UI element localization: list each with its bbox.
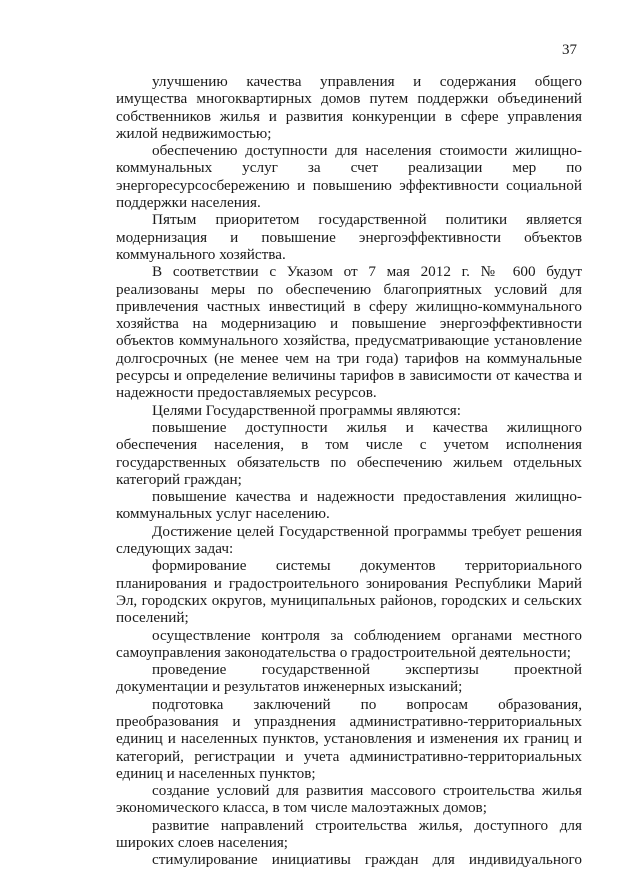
- paragraph: Достижение целей Государственной программы требует решения следующих задач:: [116, 522, 582, 558]
- paragraph: формирование системы документов территориального планирования и градостроительного зонирования Республики Марий Эл, городских округов, муниципальных районов, городских и сельских поселений;: [116, 557, 582, 627]
- paragraph: стимулирование инициативы граждан для индивидуального: [152, 851, 582, 869]
- paragraph: повышение качества и надежности предоставления жилищно-коммунальных услуг населению.: [116, 488, 582, 523]
- page-number: 37: [562, 42, 577, 58]
- paragraph: В соответствии с Указом от 7 мая 2012 г. № 600 будут реализованы меры по обеспечению благоприятных условий для привлечения частных инвестиций в сферу жилищно-коммунального хозяйства на модернизацию и повышение энергоэффективности объектов коммунального хозяйства, предусматривающие установление долгосрочных (не менее чем на три года) тарифов на коммунальные ресурсы и определение величины тарифов в зависимости от качества и надежности предоставляемых ресурсов.: [116, 263, 582, 402]
- paragraph: Целями Государственной программы являются:: [152, 401, 461, 419]
- paragraph: повышение доступности жилья и качества жилищного обеспечения населения, в том числе с учетом исполнения государственных обязательств по обеспечению жильем отдельных категорий граждан;: [116, 418, 582, 488]
- paragraph: осуществление контроля за соблюдением органами местного самоуправления законодательства о градостроительной деятельности;: [116, 626, 582, 661]
- paragraph: Пятым приоритетом государственной политики является модернизация и повышение энергоэффективности объектов коммунального хозяйства.: [116, 211, 582, 263]
- body-text: [116, 73, 582, 869]
- paragraph: подготовка заключений по вопросам образования, преобразования и упразднения административно-территориальных единиц и населенных пунктов, установления и изменения их границ и категорий, регистрации и учета административно-территориальных единиц и населенных пунктов;: [116, 695, 582, 782]
- paragraph: проведение государственной экспертизы проектной документации и результатов инженерных изысканий;: [116, 661, 582, 696]
- paragraph: обеспечению доступности для населения стоимости жилищно-коммунальных услуг за счет реализации мер по энергоресурсосбережению и повышению эффективности социальной поддержки населения.: [116, 142, 582, 212]
- paragraph: развитие направлений строительства жилья, доступного для широких слоев населения;: [116, 816, 582, 852]
- paragraph: улучшению качества управления и содержания общего имущества многоквартирных домов путем поддержки объединений собственников жилья и развития конкуренции в сфере управления жилой недвижимостью;: [116, 73, 582, 142]
- paragraph: создание условий для развития массового строительства жилья экономического класса, в том числе малоэтажных домов;: [116, 782, 582, 817]
